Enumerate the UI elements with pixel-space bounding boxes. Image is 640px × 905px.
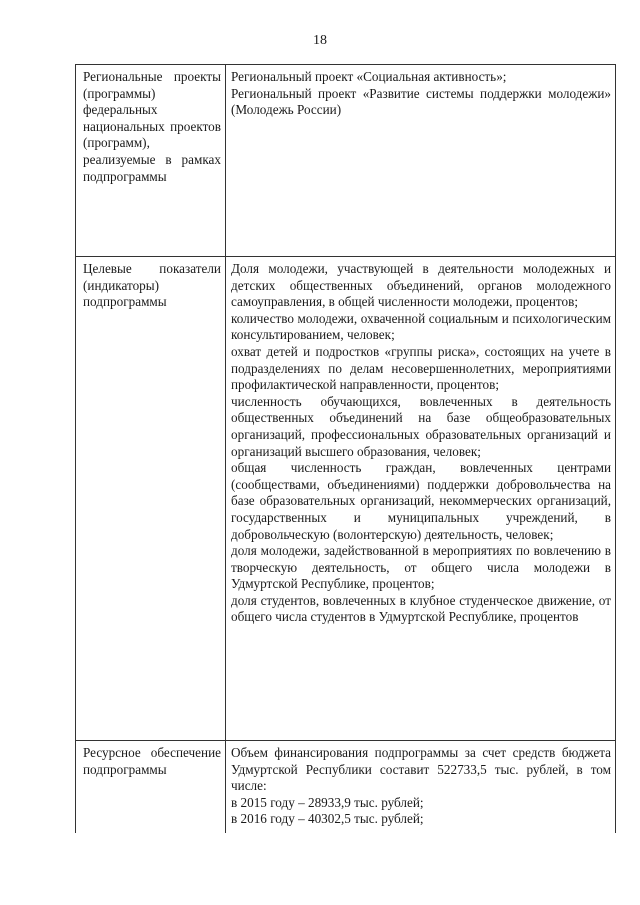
value-line: общая численность граждан, вовлеченных центрами (сообществами, объединениями) поддержки добровольчества на базе образовательных организаций, некоммерческих организаций, государственных и муниципальных учреждений, в добровольческую (волонтерскую) деятельность, человек; bbox=[231, 460, 611, 542]
row-value bbox=[226, 65, 616, 257]
row-label bbox=[76, 65, 226, 257]
page-number: 18 bbox=[313, 33, 327, 48]
value-line: Региональный проект «Социальная активность»; bbox=[231, 69, 507, 84]
value-line: Объем финансирования подпрограммы за счет средств бюджета Удмуртской Республики составит 522733,5 тыс. рублей, в том числе: bbox=[231, 745, 611, 794]
row-value bbox=[226, 741, 616, 833]
value-line: охват детей и подростков «группы риска», состоящих на учете в подразделениях по делам несовершеннолетних, мероприятиями профилактической направленности, процентов; bbox=[231, 343, 611, 393]
row-label-text: Региональные проекты (программы) федеральных национальных проектов (программ), реализуемые в рамках подпрограммы bbox=[83, 69, 221, 184]
table-row bbox=[76, 65, 616, 257]
row-value bbox=[226, 257, 616, 741]
row-label bbox=[76, 741, 226, 833]
value-line: количество молодежи, охваченной социальным и психологическим консультированием, человек; bbox=[231, 310, 611, 343]
row-label-text: Ресурсное обеспечение подпрограммы bbox=[83, 745, 221, 777]
subprogram-passport-table bbox=[75, 64, 616, 833]
value-line: в 2016 году – 40302,5 тыс. рублей; bbox=[231, 811, 424, 827]
table-row bbox=[76, 741, 616, 833]
value-line: Региональный проект «Развитие системы поддержки молодежи» (Молодежь России) bbox=[231, 85, 611, 118]
value-line: Доля молодежи, участвующей в деятельности молодежных и детских общественных объединений, органов молодежного самоуправления, в общей численности молодежи, процентов; bbox=[231, 261, 611, 310]
table-row bbox=[76, 257, 616, 741]
row-label bbox=[76, 257, 226, 741]
row-label-text: Целевые показатели (индикаторы) подпрограммы bbox=[83, 261, 221, 310]
value-line: доля студентов, вовлеченных в клубное студенческое движение, от общего числа студентов в Удмуртской Республике, процентов bbox=[231, 592, 611, 625]
value-line: доля молодежи, задействованной в мероприятиях по вовлечению в творческую деятельность, от общего числа молодежи в Удмуртской Республике, процентов; bbox=[231, 543, 611, 592]
value-line: в 2015 году – 28933,9 тыс. рублей; bbox=[231, 794, 424, 810]
value-line: численность обучающихся, вовлеченных в деятельность общественных объединений на базе общеобразовательных организаций, профессиональных образовательных организаций и организаций высшего образования, человек; bbox=[231, 393, 611, 459]
